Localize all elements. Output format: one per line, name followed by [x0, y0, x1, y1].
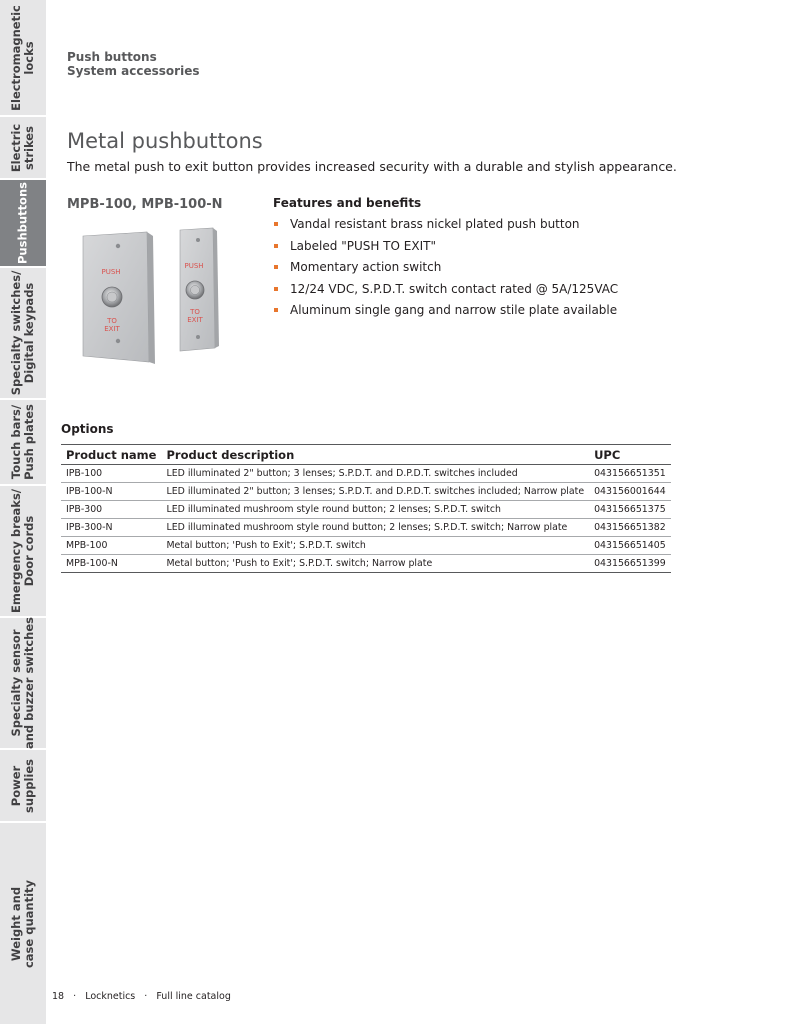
product-name-cell: IPB-100: [61, 465, 161, 483]
tab-label: Specialty switches/: [9, 270, 23, 396]
tab-label: Weight and: [9, 886, 23, 961]
plate-single-gang: [83, 232, 155, 364]
product-description-cell: LED illuminated 2" button; 3 lenses; S.P.D.T. and D.P.D.T. switches included; Narrow plate: [161, 483, 589, 501]
product-name-cell: MPB-100-N: [61, 555, 161, 573]
table-row: [61, 537, 671, 555]
tab-label: Electromagnetic: [9, 4, 23, 111]
tab-specialty-switches[interactable]: [0, 268, 46, 400]
column-header-product-name: Product name: [61, 445, 161, 465]
footer-separator: ·: [73, 991, 77, 1002]
plate-label-push: PUSH: [184, 262, 204, 270]
tab-touch-bars[interactable]: [0, 400, 46, 486]
tab-label: and buzzer switches: [22, 616, 36, 750]
plate-label-to: TO: [190, 308, 200, 316]
upc-cell: 043156001644: [589, 483, 671, 501]
tab-label: Specialty sensor: [9, 629, 23, 737]
tab-electromagnetic-locks[interactable]: [0, 0, 46, 117]
plate-narrow-stile: [180, 228, 219, 351]
upc-cell: 043156651375: [589, 501, 671, 519]
breadcrumb-line-2: System accessories: [67, 64, 200, 78]
upc-cell: 043156651382: [589, 519, 671, 537]
tab-label: locks: [22, 40, 36, 75]
product-name-cell: MPB-100: [61, 537, 161, 555]
section-tabs: [0, 0, 46, 1024]
intro-text: The metal push to exit button provides increased security with a durable and stylish appearance.: [67, 159, 677, 174]
features-list: [273, 217, 618, 325]
tab-label: Emergency breaks/: [9, 488, 23, 614]
tab-label: Pushbuttons: [15, 182, 30, 264]
feature-item: 12/24 VDC, S.P.D.T. switch contact rated @ 5A/125VAC: [273, 282, 618, 304]
plate-label-push: PUSH: [101, 268, 121, 276]
tab-label: supplies: [22, 758, 36, 813]
breadcrumb-line-1: Push buttons: [67, 50, 157, 64]
upc-cell: 043156651351: [589, 465, 671, 483]
table-row: [61, 465, 671, 483]
tab-specialty-sensor[interactable]: [0, 618, 46, 750]
tab-label: strikes: [22, 125, 36, 170]
column-header-upc: UPC: [589, 445, 671, 465]
product-heading: MPB-100, MPB-100-N: [67, 197, 223, 212]
plate-label-exit: EXIT: [104, 325, 120, 333]
table-header-row: [61, 445, 671, 465]
plate-label-exit: EXIT: [187, 316, 203, 324]
table-row: [61, 555, 671, 573]
product-description-cell: Metal button; 'Push to Exit'; S.P.D.T. switch: [161, 537, 589, 555]
tab-label: Power: [9, 765, 23, 806]
tab-label: Touch bars/: [9, 404, 23, 480]
feature-item: Labeled "PUSH TO EXIT": [273, 239, 618, 261]
product-description-cell: LED illuminated 2" button; 3 lenses; S.P.D.T. and D.P.D.T. switches included: [161, 465, 589, 483]
product-description-cell: Metal button; 'Push to Exit'; S.P.D.T. switch; Narrow plate: [161, 555, 589, 573]
page-footer: [52, 991, 237, 1002]
breadcrumb: [67, 50, 199, 78]
product-name-cell: IPB-100-N: [61, 483, 161, 501]
footer-separator: ·: [144, 991, 148, 1002]
page-number: 18: [52, 991, 65, 1002]
tab-electric-strikes[interactable]: [0, 117, 46, 180]
feature-item: Vandal resistant brass nickel plated push button: [273, 217, 618, 239]
tab-emergency-breaks[interactable]: [0, 486, 46, 618]
table-row: [61, 519, 671, 537]
upc-cell: 043156651405: [589, 537, 671, 555]
options-table: [61, 444, 671, 573]
upc-cell: 043156651399: [589, 555, 671, 573]
tab-label: Electric: [9, 123, 23, 172]
tab-label: case quantity: [22, 879, 36, 968]
tab-pushbuttons[interactable]: [0, 180, 46, 268]
product-photo: [67, 224, 242, 369]
plate-label-to: TO: [107, 317, 117, 325]
tab-weight-case-quantity[interactable]: [0, 823, 46, 1024]
page-title: Metal pushbuttons: [67, 129, 263, 153]
options-heading: Options: [61, 422, 114, 436]
feature-item: Momentary action switch: [273, 260, 618, 282]
product-description-cell: LED illuminated mushroom style round button; 2 lenses; S.P.D.T. switch; Narrow plate: [161, 519, 589, 537]
feature-item: Aluminum single gang and narrow stile plate available: [273, 303, 618, 325]
tab-label: Push plates: [22, 404, 36, 480]
tab-power-supplies[interactable]: [0, 750, 46, 823]
table-row: [61, 483, 671, 501]
footer-catalog: Full line catalog: [156, 991, 231, 1002]
product-description-cell: LED illuminated mushroom style round button; 2 lenses; S.P.D.T. switch: [161, 501, 589, 519]
product-name-cell: IPB-300: [61, 501, 161, 519]
features-heading: Features and benefits: [273, 196, 422, 210]
footer-brand: Locknetics: [85, 991, 136, 1002]
product-name-cell: IPB-300-N: [61, 519, 161, 537]
column-header-product-description: Product description: [161, 445, 589, 465]
tab-label: Door cords: [22, 515, 36, 587]
tab-label: Digital keypads: [22, 282, 36, 384]
table-row: [61, 501, 671, 519]
